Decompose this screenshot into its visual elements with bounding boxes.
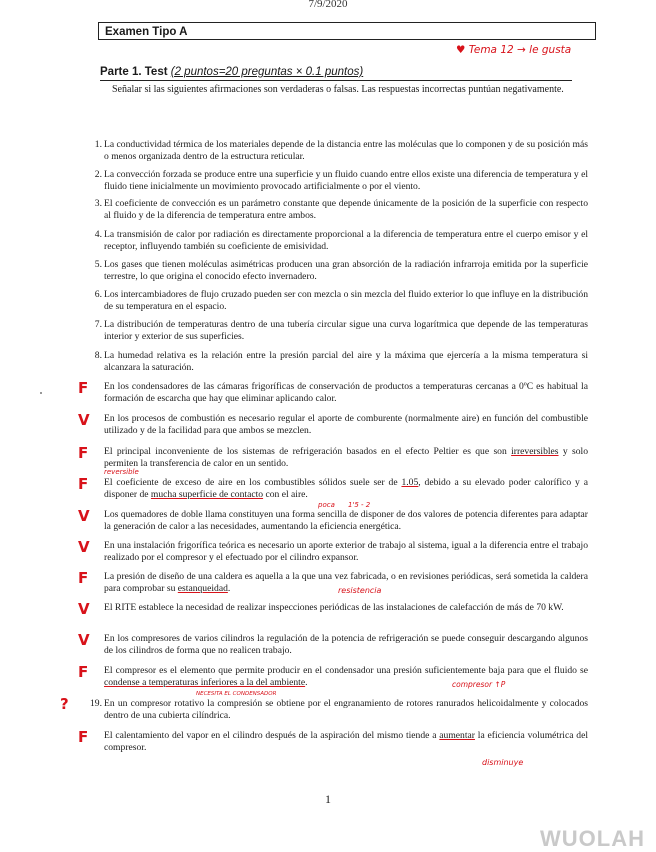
question-text: En los procesos de combustión es necesario regular el aporte de comburente (normalmente aire) en función del combustible utilizado y de la facilidad para que ambos se mezclen. [104,413,588,436]
question-text: En un compresor rotativo la compresión se obtiene por el engranamiento de rotores ranurados helicoidalmente y colocados dentro de una cubierta cilíndrica. [104,698,588,721]
mark-false-q9: F [78,379,89,397]
underlined-word: irreversibles [511,446,559,457]
question-text: En una instalación frigorífica teórica es necesario un aporte exterior de trabajo al sistema, igual a la diferencia entre el trabajo realizado por el compresor y el efectuado por el cilindro expansor. [104,540,588,563]
question-20 [104,730,588,753]
question-16 [104,602,588,614]
part-rule [100,80,572,81]
question-text-end: . [227,582,231,594]
question-text: La presión de diseño de una caldera es aquella a la que una vez fabricada, o en revisiones periódicas, será sometida la caldera para comprobar su [104,571,588,594]
question-text: En los condensadores de las cámaras frigoríficas de conservación de productos a temperaturas cercanas a 0ºC es habitual la formación de escarcha que hay que eliminar aplicando calor. [104,381,588,404]
handwritten-top-note: ♥ Tema 12 → le gusta [456,44,572,56]
question-text: El compresor es el elemento que permite producir en el condensador una presión suficientemente baja para que el fluido se [104,665,588,676]
annotation-q20: disminuye [482,758,524,767]
question-text: El coeficiente de convección es un parámetro constante que depende únicamente de la posición de la superficie con respecto al fluido y de la diferencia de temperatura entre ambos. [104,198,588,221]
mark-true-q13: V [78,507,90,525]
underlined-phrase: mucha superficie de contacto [150,488,264,500]
mark-false-q20: F [78,728,89,746]
question-text: Los intercambiadores de flujo cruzado pueden ser con mezcla o sin mezcla del fluido exterior lo que influye en la distribución de su temperatura en el espacio. [104,289,588,312]
mark-unsure-q19: ? [60,695,69,713]
page-number: 1 [325,792,331,806]
question-13 [104,509,588,532]
question-6 [94,289,588,312]
question-number: 1. [94,139,102,150]
mark-true-q17: V [78,631,90,649]
question-3 [94,198,588,221]
margin-speck [40,392,42,394]
question-text: La convección forzada se produce entre una superficie y un fluido cuando entre ellos existe una diferencia de temperatura y el fluido tiene inicialmente un movimiento provocado artificialmente o por el viento. [104,169,588,192]
question-text-end: la eficiencia volumétrica del compresor. [104,730,588,753]
question-10 [104,413,588,436]
exam-title-box: Examen Tipo A [98,22,596,40]
question-17 [104,633,588,656]
question-number: 6. [94,289,102,300]
question-18 [104,665,588,688]
mark-false-q12: F [78,475,89,493]
annotation-q12-small: poca [318,501,335,509]
annotation-q15: resistencia [338,586,382,595]
question-11 [104,446,588,469]
annotation-q11: reversible [104,468,139,476]
annotation-q12-ratio: 1'5 - 2 [348,501,371,509]
question-12 [104,477,588,500]
part-title-points: (2 puntos=20 preguntas × 0.1 puntos) [170,66,364,78]
question-text: El coeficiente de exceso de aire en los combustibles sólidos suele ser de [104,477,402,488]
question-number: 19. [90,698,102,709]
annotation-q18-right: compresor ↑P [452,680,506,689]
question-text: La conductividad térmica de los materiales depende de la distancia entre las moléculas que lo componen y de su posición más o menos organizada dentro de la estructura reticular. [104,139,588,162]
instructions: Señalar si las siguientes afirmaciones son verdaderas o falsas. Las respuestas incorrectas puntúan negativamente. [112,84,564,95]
question-number: 5. [94,259,102,270]
question-text: El RITE establece la necesidad de realizar inspecciones periódicas de las instalaciones de calefacción de más de 70 kW. [104,602,564,613]
underlined-value: 1.05 [401,477,419,488]
watermark-logo: WUOLAH [540,826,645,851]
question-text: Los quemadores de doble llama constituyen una forma sencilla de disponer de dos valores de potencia diferentes para adaptar la generación de calor a las necesidades, aumentando la eficiencia energética. [104,509,588,532]
question-text-mid: , debido a su elevado poder calorífico y a disponer de [104,477,588,500]
mark-true-q10: V [78,411,90,429]
question-number: 4. [94,229,102,240]
underlined-word: aumentar [439,730,475,741]
question-text: El principal inconveniente de los sistemas de refrigeración basados en el efecto Peltier es que son [104,446,512,457]
part-title [100,66,363,78]
part-title-label: Parte 1. Test [100,66,168,78]
question-7 [94,319,588,342]
question-1 [94,139,588,162]
question-number: 2. [94,169,102,180]
underlined-word: estanqueidad [177,582,228,594]
question-text: La humedad relativa es la relación entre la presión parcial del aire y la máxima que ejercería a la misma temperatura si alcanzara la saturación. [104,350,588,373]
question-text: Los gases que tienen moléculas asimétricas producen una gran absorción de la radiación infrarroja emitida por la superficie terrestre, lo que origina el conocido efecto invernadero. [104,259,588,282]
mark-false-q11: F [78,444,89,462]
mark-true-q16: V [78,600,90,618]
question-2 [94,169,588,192]
question-text: La distribución de temperaturas dentro de una tubería circular sigue una curva logarítmica que depende de las temperaturas interior y exterior de sus superficies. [104,319,588,342]
question-5 [94,259,588,282]
mark-false-q15: F [78,569,89,587]
question-9 [104,381,588,404]
question-text-end: . [305,676,308,688]
question-text: En los compresores de varios cilindros la regulación de la potencia de refrigeración se puede conseguir descargando algunos de los cilindros de forma que no realicen trabajo. [104,633,588,656]
question-text: La transmisión de calor por radiación es directamente proporcional a la diferencia de temperatura entre el cuerpo emisor y el receptor, influyendo también su coeficiente de emisividad. [104,229,588,252]
question-text-end: y solo permiten la transferencia de calor en un sentido. [104,446,588,469]
question-14 [104,540,588,563]
annotation-q18-below: NECESITA EL CONDENSADOR [196,691,277,697]
question-text: El calentamiento del vapor en el cilindro después de la aspiración del mismo tiende a [104,730,440,741]
question-text-end: con el aire. [263,488,308,500]
question-number: 7. [94,319,102,330]
underlined-phrase: condense a temperaturas inferiores a la del ambiente [104,676,306,688]
question-number: 8. [94,350,102,361]
mark-true-q14: V [78,538,90,556]
mark-false-q18: F [78,663,89,681]
question-8 [94,350,588,373]
question-19 [90,698,588,721]
question-4 [94,229,588,252]
question-number: 3. [94,198,102,209]
date: 7/9/2020 [308,0,348,10]
